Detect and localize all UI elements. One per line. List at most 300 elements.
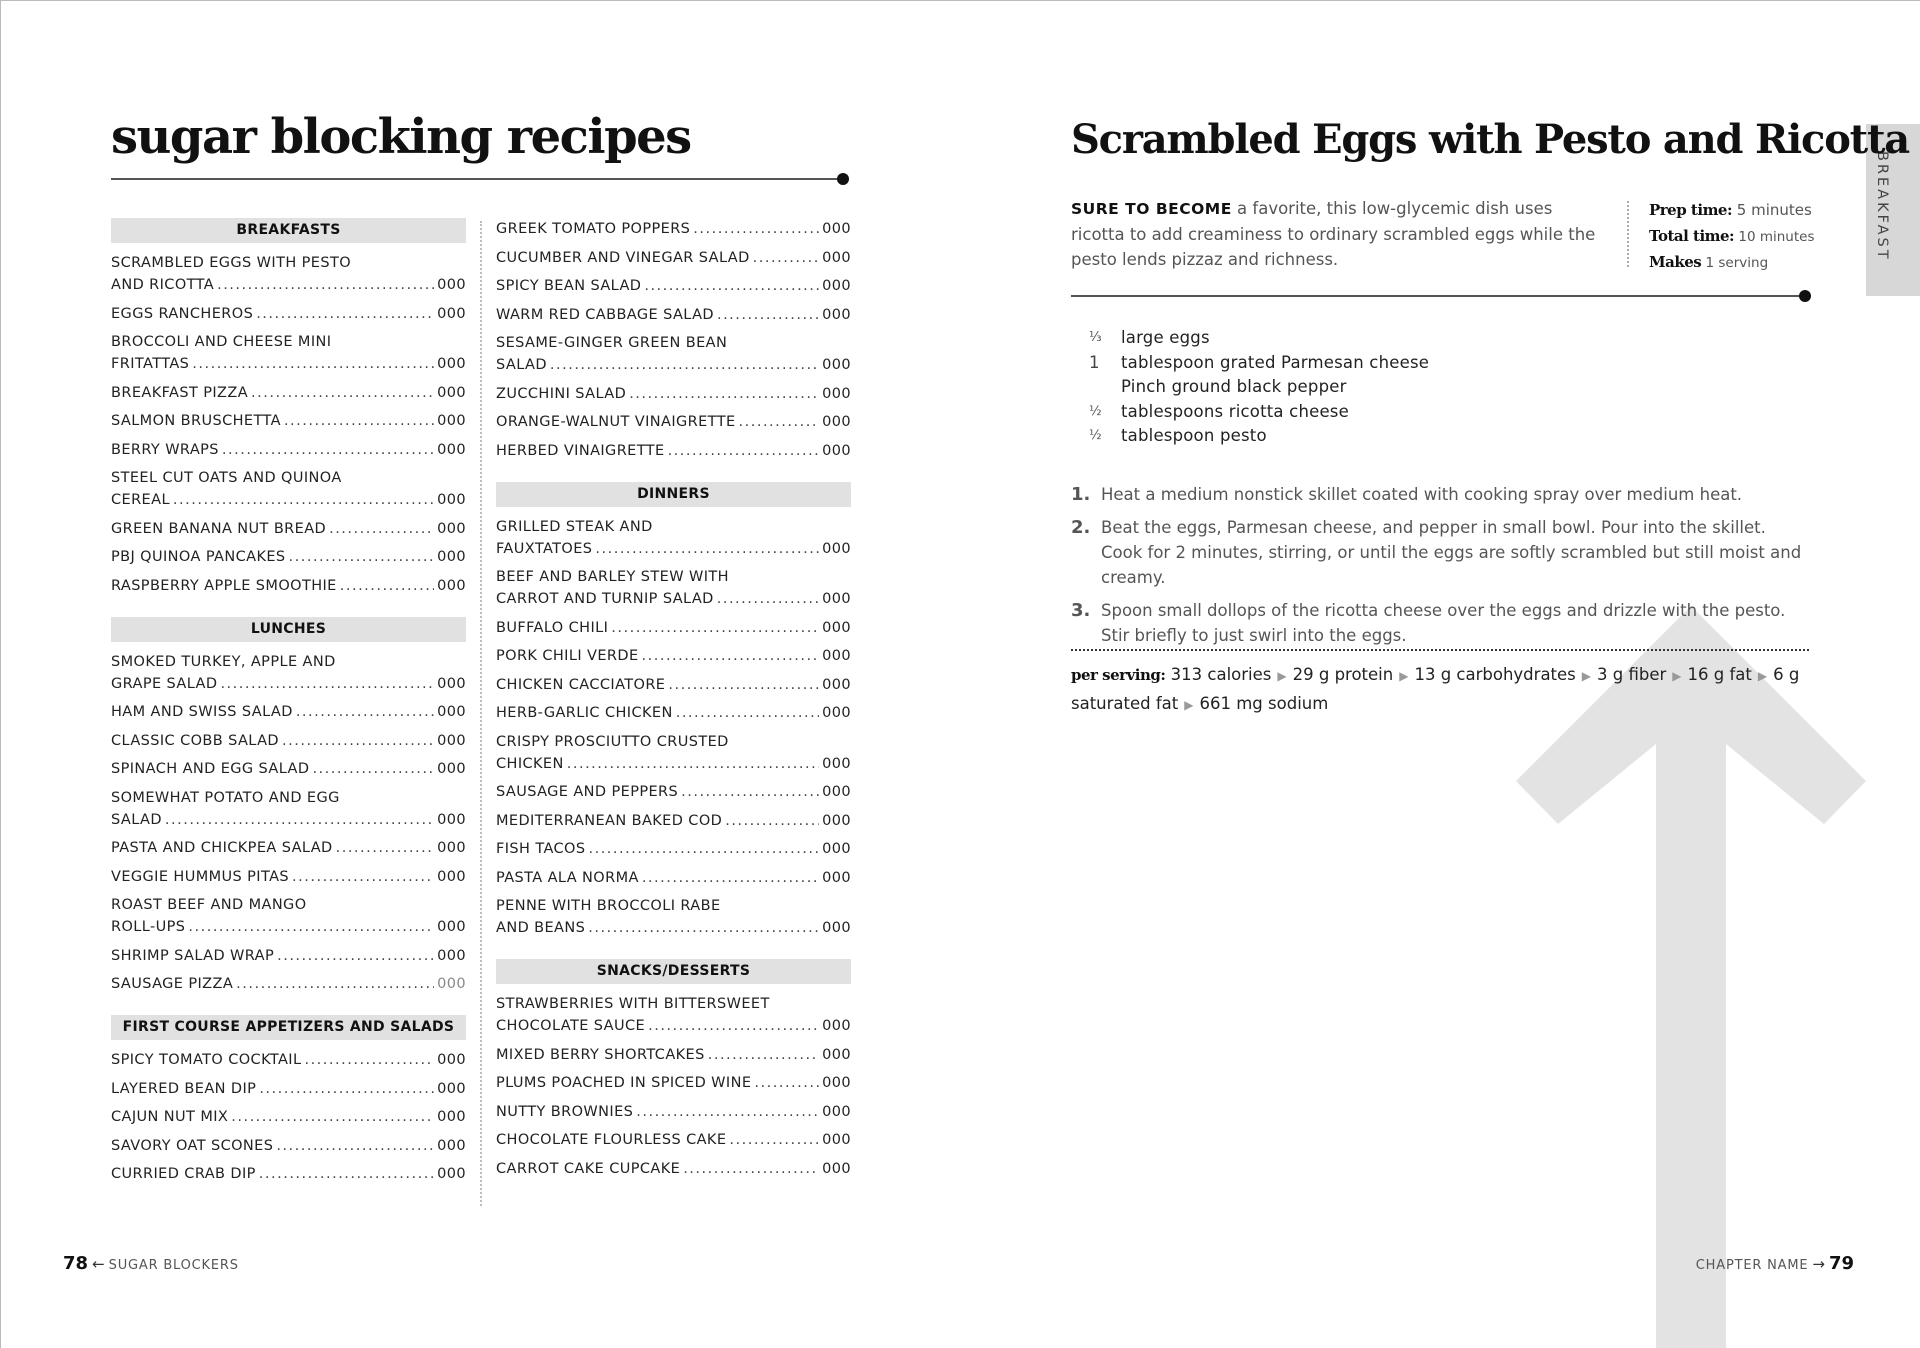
entry-title: CUCUMBER AND VINEGAR SALAD [496,249,750,266]
entry-line [496,753,851,775]
index-entry [496,440,851,462]
entry-title: FAUXTATOES [496,540,593,557]
entry-page-number: 000 [437,976,466,992]
nutrition-value: 313 calories [1170,665,1272,684]
step-text: Beat the eggs, Parmesan cheese, and pepper in small bowl. Pour into the skillet. Cook for 2 minutes, stirring, or until the eggs are softly scrambled but still moist and creamy. [1101,518,1802,587]
method-step [1071,598,1811,648]
method-steps [1071,482,1811,656]
index-section [111,617,466,996]
entry-line [111,489,466,511]
dot-leader [296,701,434,723]
entry-line [111,303,466,325]
entry-page-number: 000 [437,384,466,401]
entry-title: SAVORY OAT SCONES [111,1137,274,1154]
dotted-rule [1071,649,1809,651]
entry-title: PLUMS POACHED IN SPICED WINE [496,1075,752,1091]
section-heading: SNACKS/DESSERTS [496,959,851,984]
servings: Makes 1 serving [1649,253,1769,271]
index-entry [111,410,466,432]
entry-line [496,810,851,832]
index-entry [496,731,851,775]
entry-title: BUFFALO CHILI [496,619,609,636]
arrow-left-icon: ← [92,1255,105,1273]
entry-title: LAYERED BEAN DIP [111,1080,257,1097]
index-entry [111,331,466,375]
index-entry [496,247,851,269]
entry-page-number: 000 [437,868,466,885]
index-entry [111,758,466,780]
entry-title-line: SOMEWHAT POTATO AND EGG [111,789,340,806]
entry-line [111,518,466,540]
entry-title: CHOCOLATE SAUCE [496,1018,646,1034]
entry-line [496,917,851,939]
entry-title: CARROT CAKE CUPCAKE [496,1160,681,1177]
dot-leader [231,1106,434,1128]
entry-page-number: 000 [437,492,466,508]
dot-leader [259,1078,434,1100]
index-entry [111,730,466,752]
index-entry [496,1101,851,1123]
index-entry [496,895,851,939]
entry-page-number: 000 [822,306,851,323]
dot-leader [217,274,434,296]
index-entry [496,1044,851,1066]
dot-leader [277,945,434,967]
index-entry [111,546,466,568]
entry-title: CLASSIC COBB SALAD [111,732,280,749]
index-entry [496,993,851,1037]
dot-leader [329,518,434,540]
entry-page-number: 000 [822,385,851,402]
entry-title: SALAD [496,357,547,373]
page-title: sugar blocking recipes [111,109,691,165]
ingredient-text: large eggs [1121,328,1210,347]
entry-title: PASTA ALA NORMA [496,869,639,886]
index-entry [496,275,851,297]
entry-line [496,838,851,860]
entry-title: ROLL-UPS [111,919,186,935]
dot-leader [754,1072,819,1094]
index-section [496,482,851,940]
index-section [496,959,851,1180]
entry-page-number: 000 [437,675,466,692]
index-entry [111,1106,466,1128]
entry-line [111,353,466,375]
index-entry [496,702,851,724]
ingredient-amount [1089,375,1121,400]
entry-page-number: 000 [822,357,851,373]
index-entry [496,674,851,696]
entry-page-number: 000 [822,648,851,664]
entry-page-number: 000 [437,1137,466,1154]
entry-title: SPINACH AND EGG SALAD [111,761,310,777]
entry-line [496,1158,851,1180]
index-entry [496,411,851,433]
section-heading: BREAKFASTS [111,218,466,243]
index-section [111,1015,466,1185]
entry-line [496,304,851,326]
entry-title: GREEK TOMATO POPPERS [496,221,691,237]
nutrition-value: 6 g saturated fat [1071,665,1800,713]
index-entry [111,651,466,695]
entry-page-number: 000 [822,442,851,459]
entry-page-number: 000 [437,1109,466,1125]
intro-text: a favorite, this low-glycemic dish uses ricotta to add creaminess to ordinary scrambled eggs while the pesto lends pizzaz and richness. [1071,199,1596,269]
dot-leader [676,702,819,724]
entry-line [111,758,466,780]
entry-title: CAJUN NUT MIX [111,1109,229,1125]
entry-title: PASTA AND CHICKPEA SALAD [111,840,333,856]
entry-line [111,546,466,568]
entry-title: EGGS RANCHEROS [111,305,254,322]
dot-leader [629,383,819,405]
entry-title: CHOCOLATE FLOURLESS CAKE [496,1132,727,1148]
ingredient-amount: ⅓ [1089,330,1102,345]
entry-title: SALMON BRUSCHETTA [111,413,281,429]
dot-leader [648,1015,819,1037]
entry-title: HERB-GARLIC CHICKEN [496,705,673,721]
entry-line [496,440,851,462]
ingredient-text: tablespoon pesto [1121,426,1267,445]
dot-leader [236,973,434,995]
entry-page-number: 000 [822,755,851,772]
step-text: Spoon small dollops of the ricotta cheese over the eggs and drizzle with the pesto. Stir briefly to just swirl into the eggs. [1101,601,1786,645]
entry-line [496,1072,851,1094]
dot-leader [611,617,819,639]
dot-leader [336,837,435,859]
entry-page-number: 000 [822,221,851,237]
entry-line [111,837,466,859]
entry-page-number: 000 [437,761,466,777]
index-entry [111,1078,466,1100]
ingredient-text: Pinch ground black pepper [1121,377,1347,396]
index-entry [111,837,466,859]
entry-line [496,588,851,610]
index-entry [111,252,466,296]
entry-line [111,945,466,967]
ingredient-amount: 1 [1089,352,1100,372]
dot-leader [220,673,434,695]
dot-leader [282,730,434,752]
step-number: 3. [1071,600,1091,621]
entry-title: SPICY BEAN SALAD [496,278,642,294]
triangle-right-icon: ▶ [1399,669,1409,683]
entry-page-number: 000 [437,441,466,458]
index-entry [111,467,466,511]
entry-title: BREAKFAST PIZZA [111,384,249,401]
index-section [496,218,851,462]
entry-line [111,1135,466,1157]
triangle-right-icon: ▶ [1184,698,1194,712]
entry-title-line: BEEF AND BARLEY STEW WITH [496,569,729,585]
entry-title: ORANGE-WALNUT VINAIGRETTE [496,414,736,430]
step-number: 2. [1071,517,1091,538]
nutrition-value: 13 g carbohydrates [1414,665,1576,684]
dot-leader [192,353,434,375]
nutrition-label: per serving: [1071,666,1166,684]
entry-page-number: 000 [437,1080,466,1097]
entry-title: GRAPE SALAD [111,675,218,692]
entry-page-number: 000 [437,1052,466,1068]
index-entry [111,701,466,723]
entry-title: CEREAL [111,492,170,508]
index-entry [496,867,851,889]
index-entry [111,1135,466,1157]
entry-title: SHRIMP SALAD WRAP [111,947,275,964]
section-heading: DINNERS [496,482,851,507]
dot-leader [642,645,820,667]
method-step [1071,482,1811,507]
nutrition-value: 29 g protein [1292,665,1394,684]
entry-title-line: ROAST BEEF AND MANGO [111,897,307,913]
entry-page-number: 000 [437,577,466,594]
entry-title: PORK CHILI VERDE [496,648,639,664]
index-entry [111,382,466,404]
ingredient-amount: ½ [1089,428,1102,443]
dot-leader [284,410,434,432]
entry-line [496,1015,851,1037]
index-entry [496,218,851,240]
entry-line [496,411,851,433]
triangle-right-icon: ▶ [1672,669,1682,683]
entry-page-number: 000 [822,249,851,266]
index-entry [496,304,851,326]
entry-line [496,275,851,297]
total-time: Total time: 10 minutes [1649,227,1815,245]
dot-leader [739,411,820,433]
section-heading: FIRST COURSE APPETIZERS AND SALADS [111,1015,466,1040]
prep-time: Prep time: 5 minutes [1649,201,1812,219]
index-entry [496,810,851,832]
entry-line [111,1049,466,1071]
dot-leader [588,917,819,939]
entry-title: AND BEANS [496,920,586,936]
entry-page-number: 000 [437,1166,466,1182]
recipe-index-column-1 [111,218,466,1192]
dot-leader [304,1049,434,1071]
dot-leader [636,1101,819,1123]
left-page-footer [63,1253,239,1274]
entry-line [496,538,851,560]
entry-line [496,674,851,696]
entry-title-line: STEEL CUT OATS AND QUINOA [111,470,342,486]
entry-title-line: GRILLED STEAK AND [496,518,653,535]
entry-line [111,1106,466,1128]
nutrition-info [1071,661,1811,719]
entry-line [111,575,466,597]
entry-title-line: SESAME-GINGER GREEN BEAN [496,335,728,351]
index-section [111,218,466,597]
section-heading: LUNCHES [111,617,466,642]
entry-title: SALAD [111,811,162,828]
chapter-tab-label: BREAKFAST [1874,151,1890,262]
index-entry [496,645,851,667]
entry-line [111,973,466,995]
entry-title: CHICKEN CACCIATORE [496,676,666,693]
entry-title: FISH TACOS [496,841,586,857]
index-entry [496,1129,851,1151]
entry-title: ZUCCHINI SALAD [496,385,627,402]
entry-page-number: 000 [822,705,851,721]
dot-leader [312,758,434,780]
recipe-title: Scrambled Eggs with Pesto and Ricotta [1071,116,1909,163]
nutrition-value: 661 mg sodium [1199,694,1329,713]
dot-leader [256,303,434,325]
entry-line [496,354,851,376]
entry-page-number: 000 [437,704,466,720]
dot-leader [717,588,819,610]
ingredient-item [1089,375,1429,400]
index-entry [111,1163,466,1185]
dot-leader [550,354,819,376]
entry-title: HAM AND SWISS SALAD [111,704,293,720]
entry-title-line: CRISPY PROSCIUTTO CRUSTED [496,733,729,750]
dot-leader [588,838,819,860]
dot-leader [668,674,819,696]
entry-line [496,383,851,405]
nutrition-value: 3 g fiber [1597,665,1667,684]
entry-page-number: 000 [437,919,466,935]
entry-line [111,673,466,695]
index-entry [111,787,466,831]
entry-page-number: 000 [822,1018,851,1034]
entry-line [111,916,466,938]
entry-line [111,382,466,404]
entry-title: MEDITERRANEAN BAKED COD [496,812,723,829]
entry-title: VEGGIE HUMMUS PITAS [111,868,290,885]
right-page-footer [1696,1253,1854,1274]
dot-leader [340,575,434,597]
index-entry [496,617,851,639]
entry-title: PBJ QUINOA PANCAKES [111,549,286,565]
entry-page-number: 000 [822,784,851,800]
dot-leader [173,489,434,511]
time-divider [1627,201,1629,267]
dot-leader [642,867,819,889]
ingredient-text: tablespoons ricotta cheese [1121,401,1349,421]
entry-page-number: 000 [822,869,851,886]
entry-line [496,1044,851,1066]
entry-page-number: 000 [822,540,851,557]
entry-page-number: 000 [822,841,851,857]
entry-page-number: 000 [822,414,851,430]
entry-line [111,274,466,296]
entry-title: SPICY TOMATO COCKTAIL [111,1052,302,1068]
entry-line [111,439,466,461]
entry-line [111,866,466,888]
step-text: Heat a medium nonstick skillet coated with cooking spray over medium heat. [1101,485,1743,504]
dot-leader [165,809,434,831]
entry-title: MIXED BERRY SHORTCAKES [496,1046,705,1063]
ingredient-text: tablespoon grated Parmesan cheese [1121,352,1430,372]
entry-line [111,1163,466,1185]
entry-line [111,730,466,752]
dot-leader [567,753,819,775]
entry-title: BERRY WRAPS [111,441,219,458]
entry-title: CARROT AND TURNIP SALAD [496,591,714,607]
left-page-number: 78 [63,1253,89,1274]
recipe-rule [1071,295,1805,297]
entry-title: RASPBERRY APPLE SMOOTHIE [111,577,337,594]
entry-page-number: 000 [437,277,466,293]
recipe-index-column-2 [496,218,851,1186]
entry-page-number: 000 [822,812,851,829]
index-entry [496,1072,851,1094]
entry-page-number: 000 [437,520,466,537]
entry-title: GREEN BANANA NUT BREAD [111,520,327,537]
dot-leader [717,304,819,326]
index-entry [111,1049,466,1071]
right-page-number: 79 [1828,1253,1854,1274]
dot-leader [222,439,434,461]
index-entry [111,439,466,461]
entry-line [111,410,466,432]
index-entry [111,518,466,540]
entry-title-line: STRAWBERRIES WITH BITTERSWEET [496,996,770,1012]
entry-line [496,781,851,803]
dot-leader [276,1135,434,1157]
dot-leader [251,382,434,404]
entry-title: WARM RED CABBAGE SALAD [496,306,714,323]
index-entry [111,866,466,888]
dot-leader [289,546,435,568]
left-running-footer: SUGAR BLOCKERS [108,1258,239,1273]
step-number: 1. [1071,484,1091,505]
entry-page-number: 000 [437,811,466,828]
entry-title: CURRIED CRAB DIP [111,1166,256,1182]
triangle-right-icon: ▶ [1277,669,1287,683]
entry-title: FRITATTAS [111,356,190,372]
entry-line [111,701,466,723]
dot-leader [729,1129,819,1151]
index-entry [496,383,851,405]
title-rule [111,178,843,180]
dot-leader [725,810,819,832]
index-entry [111,575,466,597]
recipe-times [1649,198,1815,276]
entry-title-line: BROCCOLI AND CHEESE MINI [111,334,332,350]
entry-line [496,867,851,889]
entry-page-number: 000 [437,732,466,749]
entry-page-number: 000 [822,591,851,607]
index-entry [111,973,466,995]
entry-title-line: PENNE WITH BROCCOLI RABE [496,898,721,914]
dot-leader [668,440,820,462]
nutrition-value: 16 g fat [1687,665,1752,684]
dot-leader [693,218,819,240]
entry-line [496,645,851,667]
ingredient-amount: ½ [1089,403,1102,419]
dot-leader [188,916,434,938]
ingredient-item [1089,351,1429,376]
rule-end-dot [837,173,849,185]
entry-title-line: SMOKED TURKEY, APPLE AND [111,653,336,670]
right-running-footer: CHAPTER NAME [1695,1258,1809,1273]
entry-page-number: 000 [822,920,851,936]
dot-leader [259,1163,434,1185]
entry-page-number: 000 [822,278,851,294]
entry-title: SAUSAGE PIZZA [111,976,234,992]
entry-page-number: 000 [822,619,851,636]
entry-line [496,617,851,639]
index-entry [496,332,851,376]
dot-leader [644,275,819,297]
entry-title-line: SCRAMBLED EGGS WITH PESTO [111,255,352,271]
entry-title: HERBED VINAIGRETTE [496,442,665,459]
entry-line [496,1129,851,1151]
arrow-right-icon: → [1812,1255,1825,1273]
index-entry [496,516,851,560]
